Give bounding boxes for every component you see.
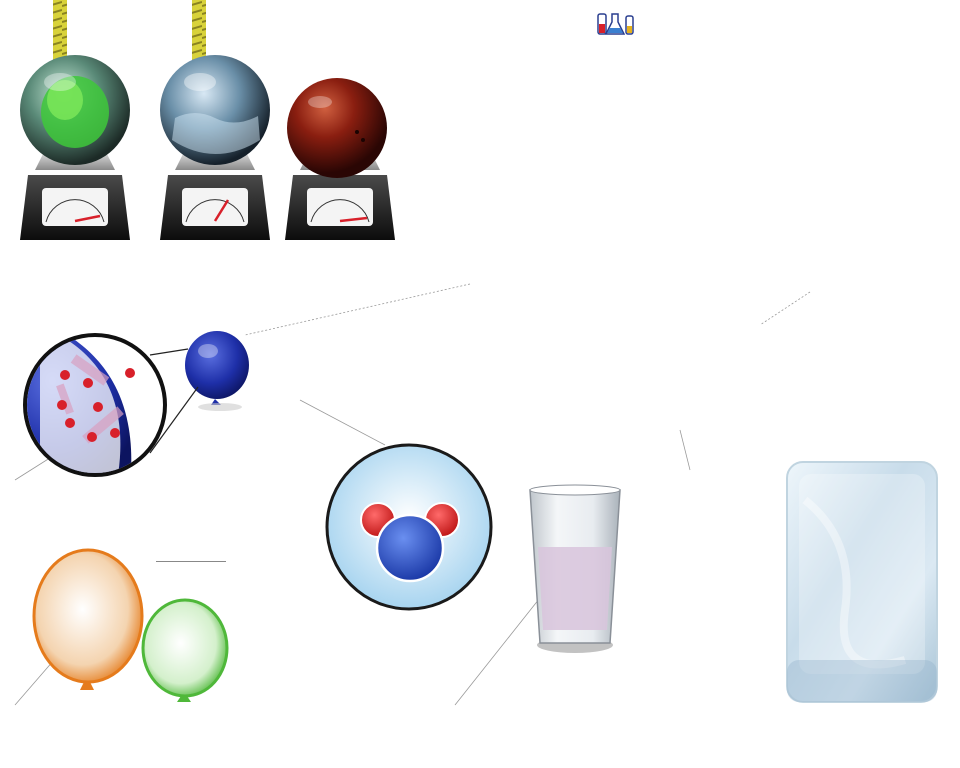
ice-cube (785, 460, 940, 705)
ice-lattice (675, 465, 775, 620)
water-molecule (314, 440, 504, 615)
gas-balloons (30, 548, 240, 698)
gas-balloon-zoom (20, 325, 280, 475)
water-glass (525, 485, 625, 660)
ammonia-label (156, 559, 226, 562)
